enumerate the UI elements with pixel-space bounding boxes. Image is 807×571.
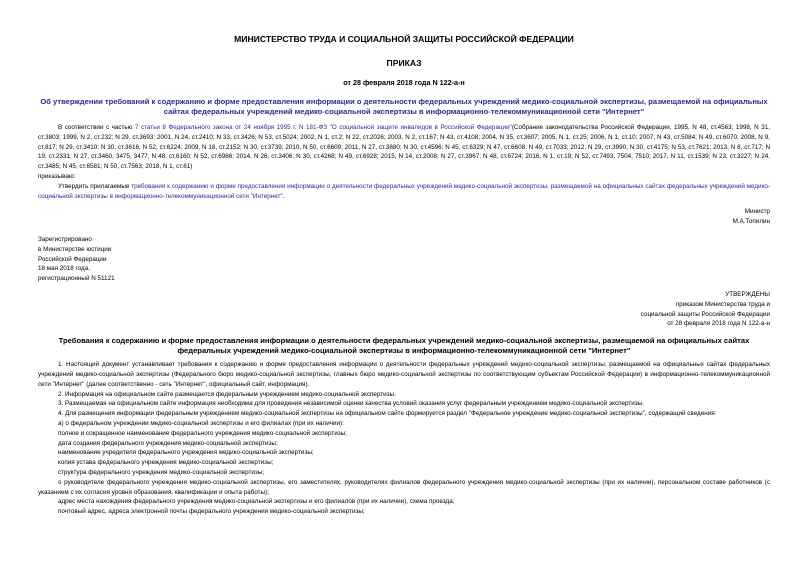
list-item: адрес места нахождения федерального учреждения медико-социальной экспертизы и его филиалов (при их наличии), схема проезда; (58, 498, 455, 506)
preamble (38, 123, 770, 172)
list-item: наименование учредителя федерального учреждения медико-социальной экспертизы; (58, 449, 314, 457)
approve-link[interactable]: требования к содержанию и форме предоставления информации о деятельности федеральных учреждений медико-социальной экспертизы, размещаемой на официальных сайтах федеральных учреждений медико-социальной экспертизы в информационно-телекоммуникационной сети "Интернет" (38, 182, 770, 200)
approved-line: от 28 февраля 2018 года N 122-а-н (667, 320, 770, 328)
list-item: а) о федеральном учреждении медико-социальной экспертизы и его филиалах (при их наличии): (58, 419, 344, 427)
signature-name: М.А.Топилин (732, 218, 770, 226)
signature-position: Министр (744, 208, 770, 216)
paragraph-1: 1. Настоящий документ устанавливает требования к содержанию и форме предоставления информации о деятельности федеральных учреждений медико-социальной экспертизы, размещаемой на официальных сайтах федеральных учреждений медико-социальной экспертизы (Федерального бюро медико-социальной экспертизы, главных бюро медико-социальной экспертизы по соответствующим субъектам Российской Федерации) в информационно-телекоммуникационной сети "Интернет" (далее соответственно - сеть "Интернет", официальный сайт, информация). (38, 361, 770, 388)
approved-line: приказом Министерства труда и (675, 300, 770, 308)
order-title-prefix: Об утверждении (40, 97, 105, 106)
registration-block (38, 235, 770, 284)
list-item: структура федерального учреждения медико-социальной экспертизы; (58, 468, 265, 476)
list-item: полное и сокращенное наименование федерального учреждения медико-социальной экспертизы; (58, 429, 347, 437)
approve-paragraph (38, 182, 770, 202)
approved-block (38, 290, 770, 329)
registration-line: в Министерстве юстиции (38, 245, 112, 253)
order-title-link[interactable]: требований к содержанию и форме предоставления информации о деятельности федеральных учреждений медико-социальной экспертизы, размещаемой на официальных сайтах федеральных учреждений медико-социальной экспертизы в информационно-телекоммуникационной сети "Интернет" (104, 97, 768, 116)
registration-line: регистрационный N 51121 (38, 275, 115, 283)
approved-line: социальной защиты Российской Федерации (640, 310, 770, 318)
document (38, 34, 770, 517)
order-title (38, 97, 770, 117)
preamble-lead: В соответствии с частью (58, 124, 135, 131)
paragraph-4: 4. Для размещения информации федеральным учреждением медико-социальной экспертизы на официальном сайте формируется раздел "Федеральное учреждение медико-социальной экспертизы", содержащий сведения: (58, 410, 717, 418)
list-item: дата создания федерального учреждения медико-социальной экспертизы; (58, 439, 278, 447)
list-item: копия устава федерального учреждения медико-социальной экспертизы; (58, 459, 274, 467)
registration-line: Российской Федерации (38, 255, 107, 263)
doc-type-heading: ПРИКАЗ (386, 58, 422, 68)
approved-line: УТВЕРЖДЕНЫ (725, 290, 770, 298)
paragraph-3: 3. Размещаемая на официальном сайте информация необходима для проведения независимой оценки качества условий оказания услуг федеральным учреждением медико-социальной экспертизы. (58, 400, 644, 408)
ministry-heading: МИНИСТЕРСТВО ТРУДА И СОЦИАЛЬНОЙ ЗАЩИТЫ РОССИЙСКОЙ ФЕДЕРАЦИИ (234, 34, 574, 44)
law-link[interactable]: 7 статьи 8 Федерального закона от 24 ноября 1995 г. N 181-ФЗ "О социальной защите инвалидов в Российской Федерации" (134, 124, 512, 131)
list-item: о руководителе федерального учреждения медико-социальной экспертизы, его заместителях, руководителях филиалов федерального учреждения медико-социальной экспертизы (при их наличии), персональном составе работников (с указанием с их согласия уровня образования, квалификации и опыта работы); (38, 478, 770, 496)
paragraph-2: 2. Информация на официальном сайте размещается федеральным учреждением медико-социальной экспертизы. (58, 390, 396, 398)
approve-tail: . (282, 192, 285, 200)
requirements-title: Требования к содержанию и форме предоставления информации о деятельности федеральных учреждений медико-социальной экспертизы, размещаемой на официальных сайтах федеральных учреждений медико-социальной экспертизы в информационно-телекоммуникационной сети "Интернет" (58, 336, 750, 356)
order-word: приказываю: (38, 172, 76, 180)
date-number: от 28 февраля 2018 года N 122-а-н (343, 78, 465, 87)
registration-line: Зарегистрировано (38, 235, 92, 243)
approve-lead: Утвердить прилагаемые (58, 182, 132, 190)
registration-line: 18 мая 2018 года, (38, 265, 90, 273)
list-item: почтовый адрес, адреса электронной почты федерального учреждения медико-социальной экспертизы; (58, 508, 365, 516)
info-items-list (38, 419, 770, 517)
preamble-rest: (Собрание законодательства Российской Федерации, 1995, N 48, ст.4563; 1998, N 31, ст.3803; 1999, N 2, ст.232; N 29, ст.3693; 2001, N 24, ст.2410; N 33, ст.3426; N 53, ст.5024; 2002, N 1, ст.2; N 22, ст.2026; 2003, N 2, ст.167; N 43, ст.4108; 2004, N 35, ст.3607; 2005, N 1, ст.25; 2006, N 1, ст.10; 2007, N 43, ст.5084; N 49, ст.6070; 2008, N 9, ст.817; N 29, ст.3410; N 30, ст.3616; N 52, ст.6224; 2009, N 18, ст.2152; N 30, ст.3739; 2010, N 50, ст.6609; 2011, N 27, ст.3880; N 30, ст.4596; N 45, ст.6329; N 47, ст.6608; N 49, ст.7033; 2012, N 29, ст.3990; N 30, ст.4175; N 53, ст.7621; 2013, N 8, ст.717; N 19, ст.2331; N 27, ст.3460, 3475, 3477; N 48, ст.6160; N 52, ст.6986; 2014, N 26, ст.3406; N 30, ст.4268; N 49, ст.6928; 2015, N 14, ст.2008; N 27, ст.3967; N 48, ст.6724; 2016, N 1, ст.19; N 52, ст.7493, 7504, 7510; 2017, N 11, ст.1539; N 23, ст.3227; N 24, ст.3485; N 45, ст.6581; N 50, ст.7563; 2018, N 1, ст.61) (38, 124, 770, 171)
